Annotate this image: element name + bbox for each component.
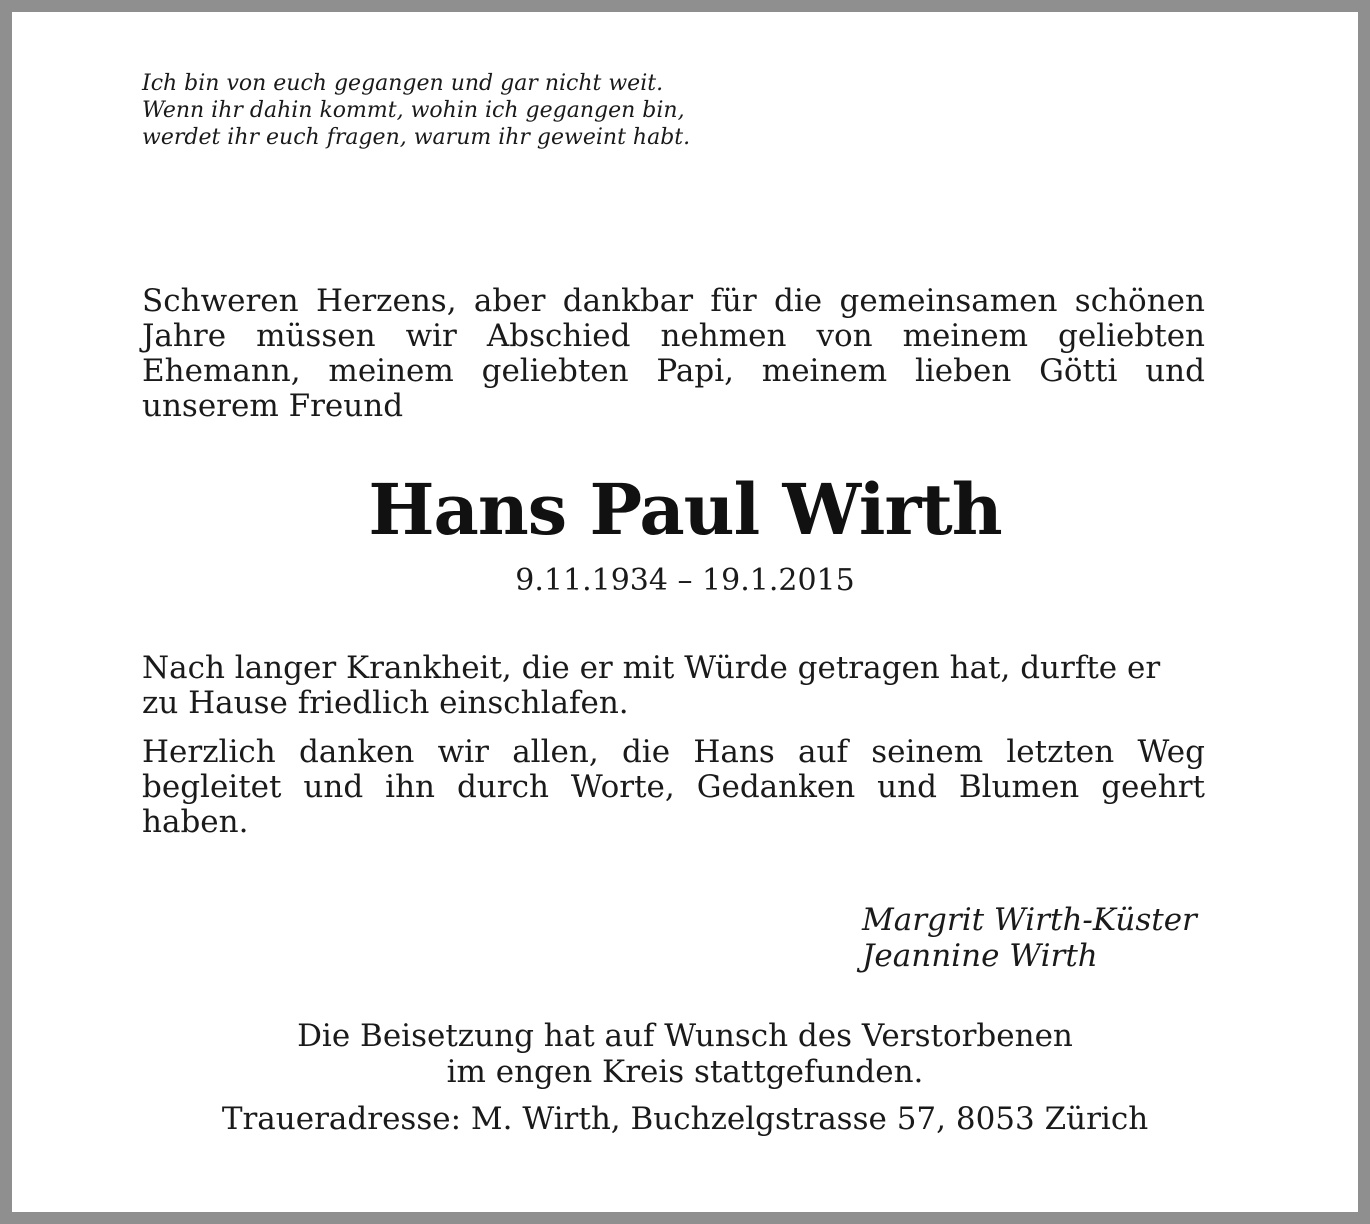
burial-line: Die Beisetzung hat auf Wunsch des Verstorbenen bbox=[297, 1018, 1073, 1054]
signers bbox=[862, 902, 1262, 974]
intro-paragraph: Schweren Herzens, aber dankbar für die gemeinsamen schönen Jahre müssen wir Abschied nehmen von meinem geliebten Ehemann, meinem geliebten Papi, meinem lieben Götti und unserem Freund bbox=[142, 283, 1205, 424]
poem-line: Ich bin von euch gegangen und gar nicht weit. bbox=[142, 71, 664, 96]
poem-line: werdet ihr euch fragen, warum ihr geweint habt. bbox=[142, 125, 691, 150]
signer-name: Margrit Wirth-Küster bbox=[862, 902, 1197, 938]
illness-paragraph: Nach langer Krankheit, die er mit Würde getragen hat, durfte er zu Hause friedlich einschlafen. bbox=[142, 650, 1161, 721]
mourning-address: Traueradresse: M. Wirth, Buchzelgstrasse 57, 8053 Zürich bbox=[221, 1101, 1149, 1137]
deceased-name: Hans Paul Wirth bbox=[368, 468, 1002, 551]
life-dates: 9.11.1934 – 19.1.2015 bbox=[515, 563, 855, 598]
burial-line: im engen Kreis stattgefunden. bbox=[446, 1054, 924, 1090]
burial-notice bbox=[12, 1018, 1358, 1090]
poem bbox=[142, 70, 842, 151]
thanks-paragraph: Herzlich danken wir allen, die Hans auf seinem letzten Weg begleitet und ihn durch Worte, Gedanken und Blumen geehrt haben. bbox=[142, 734, 1205, 840]
signer-name: Jeannine Wirth bbox=[862, 938, 1098, 974]
poem-line: Wenn ihr dahin kommt, wohin ich gegangen bin, bbox=[142, 98, 685, 123]
